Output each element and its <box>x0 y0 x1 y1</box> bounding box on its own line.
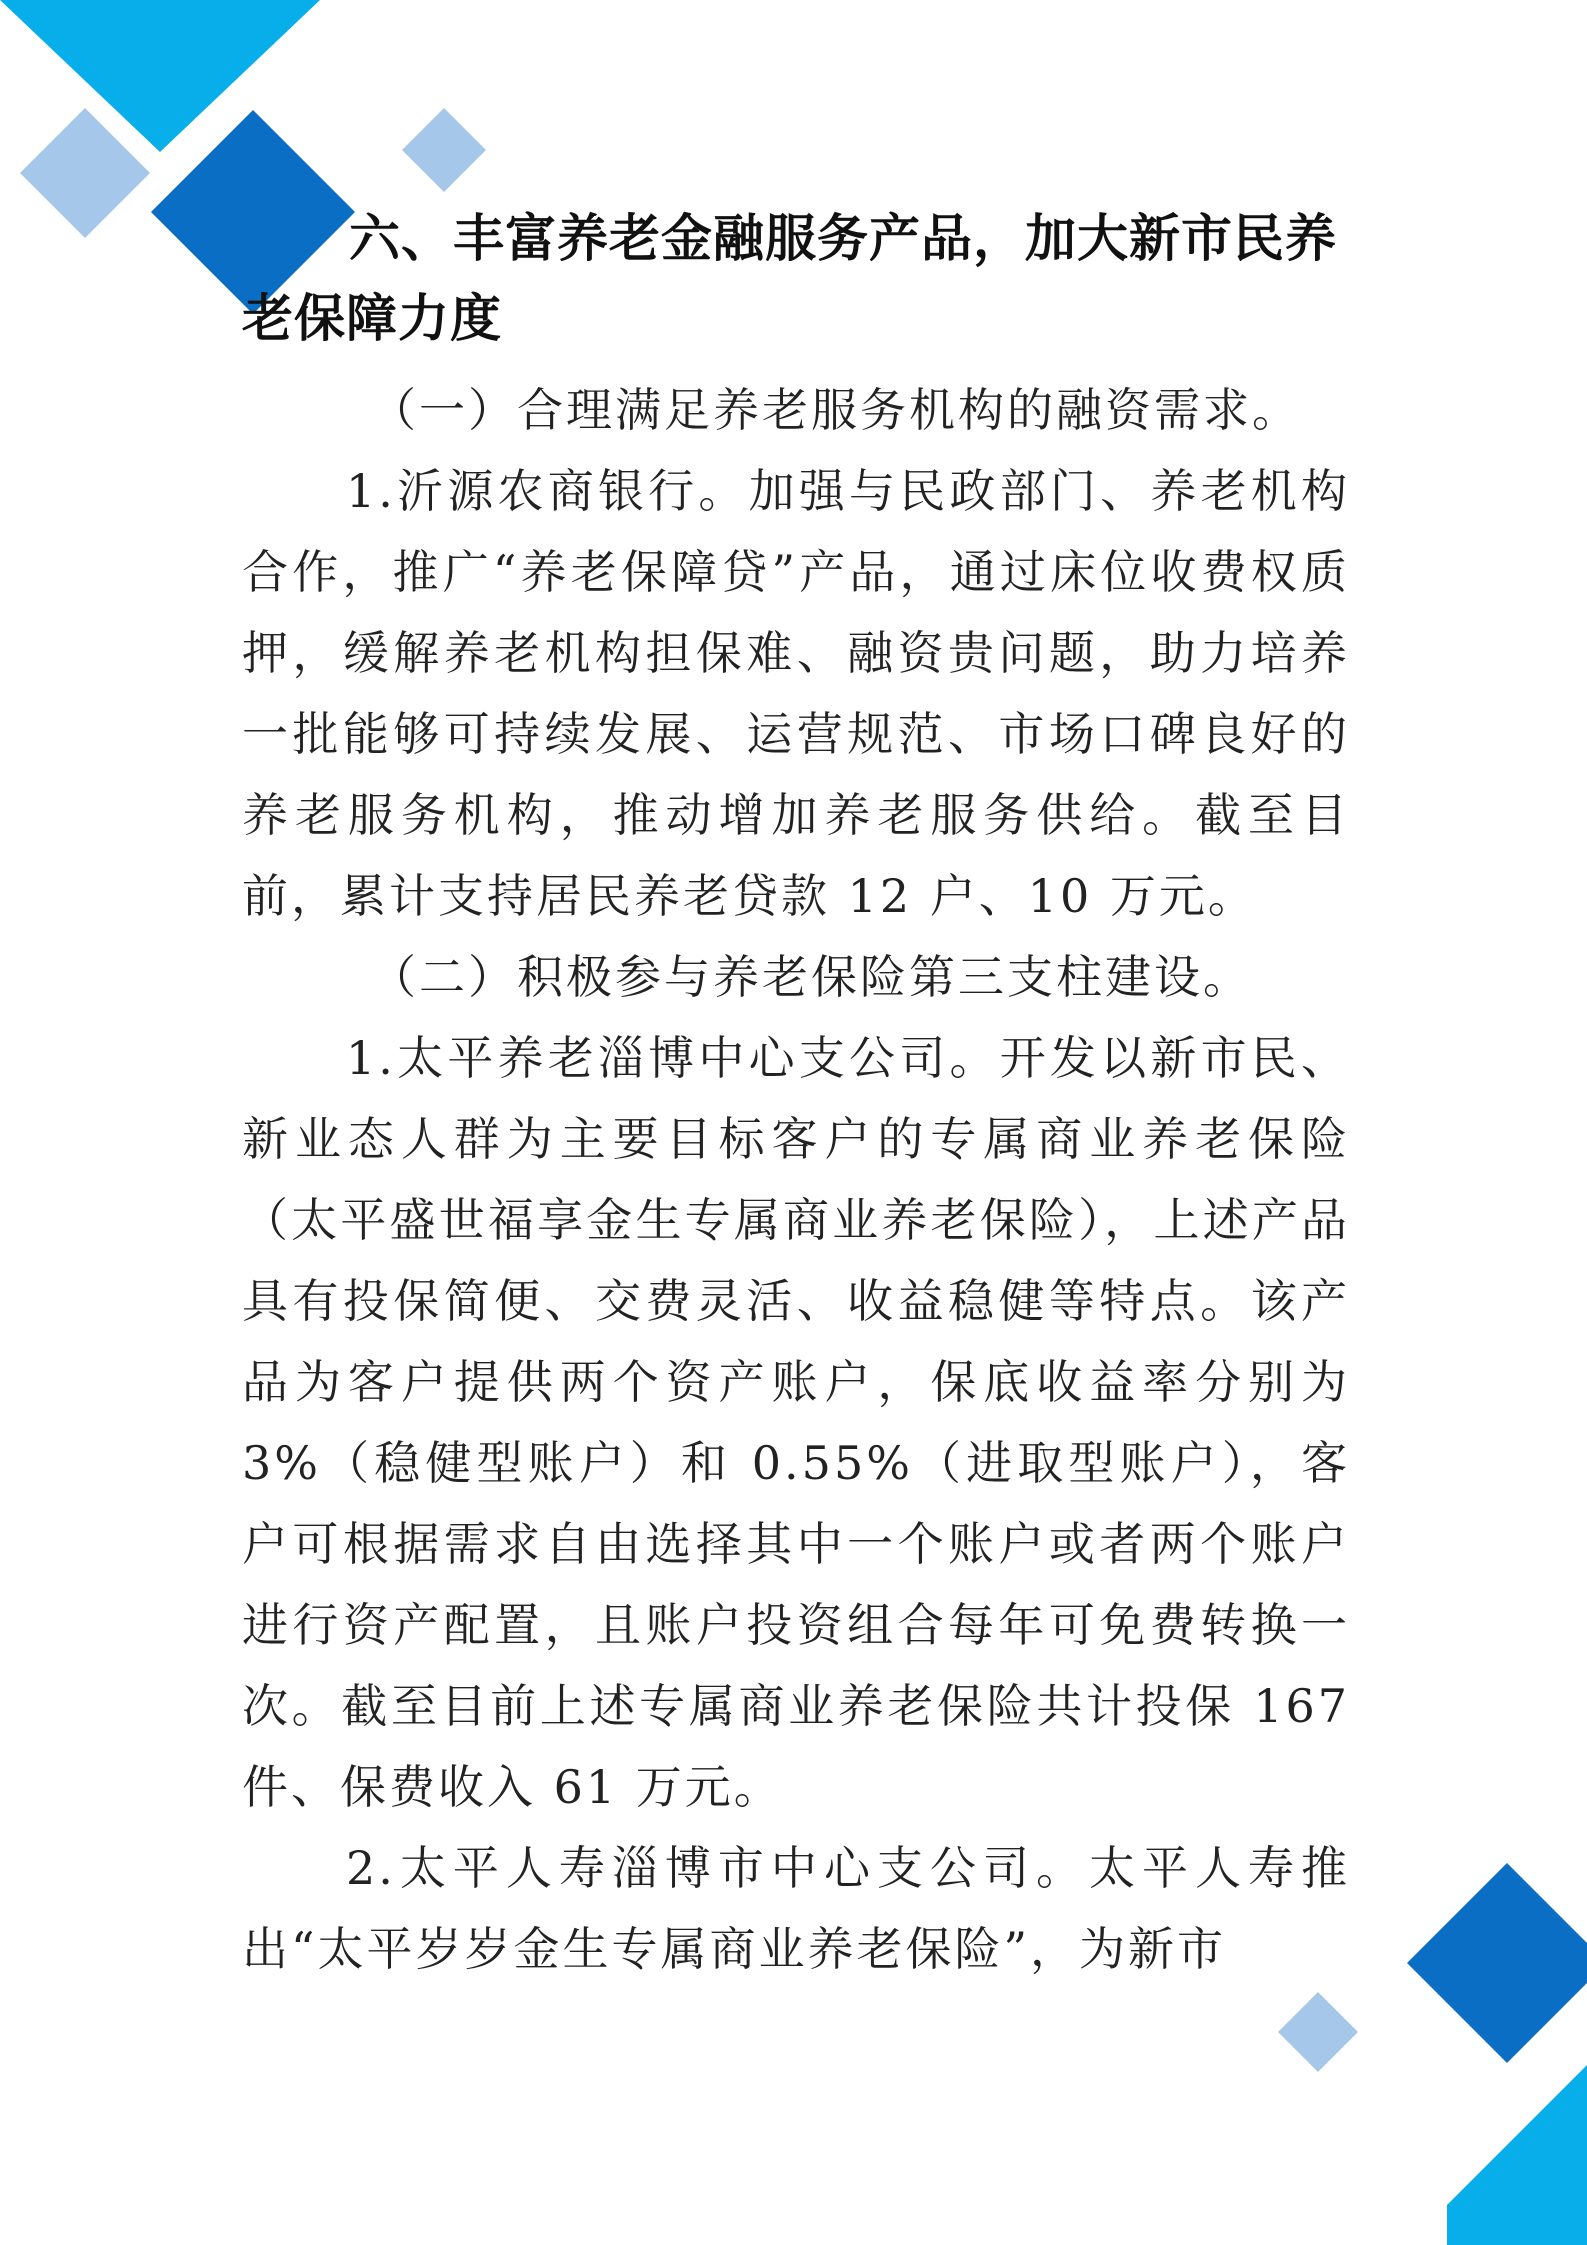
subheading-1: （一）合理满足养老服务机构的融资需求。 <box>370 383 1301 437</box>
paragraph-2-1: 1.太平养老淄博中心支公司。开发以新市民、新业态人群为主要目标客户的专属商业养老保险（太平盛世福享金生专属商业养老保险），上述产品具有投保简便、交费灵活、收益稳健等特点。该产品为客户提供两个资产账户，保底收益率分别为 3%（稳健型账户）和 0.55%（进取型账户），客户可根据需求自由选择其中一个账户或者两个账户进行资产配置，且账户投资组合每年可免费转换一次。截至目前上述专属商业养老保险共计投保 167 件、保费收入 61 万元。 <box>242 1031 1350 1814</box>
paragraph-2-2: 2.太平人寿淄博市中心支公司。太平人寿推出“太平岁岁金生专属商业养老保险”，为新市 <box>242 1841 1350 1976</box>
subheading-2: （二）积极参与养老保险第三支柱建设。 <box>370 950 1252 1004</box>
document-body <box>242 370 1350 1990</box>
section-heading: 六、丰富养老金融服务产品，加大新市民养老保障力度 <box>242 210 1338 349</box>
paragraph-1-1: 1.沂源农商银行。加强与民政部门、养老机构合作，推广“养老保障贷”产品，通过床位收费权质押，缓解养老机构担保难、融资贵问题，助力培养一批能够可持续发展、运营规范、市场口碑良好的养老服务机构，推动增加养老服务供给。截至目前，累计支持居民养老贷款 12 户、10 万元。 <box>242 464 1350 923</box>
